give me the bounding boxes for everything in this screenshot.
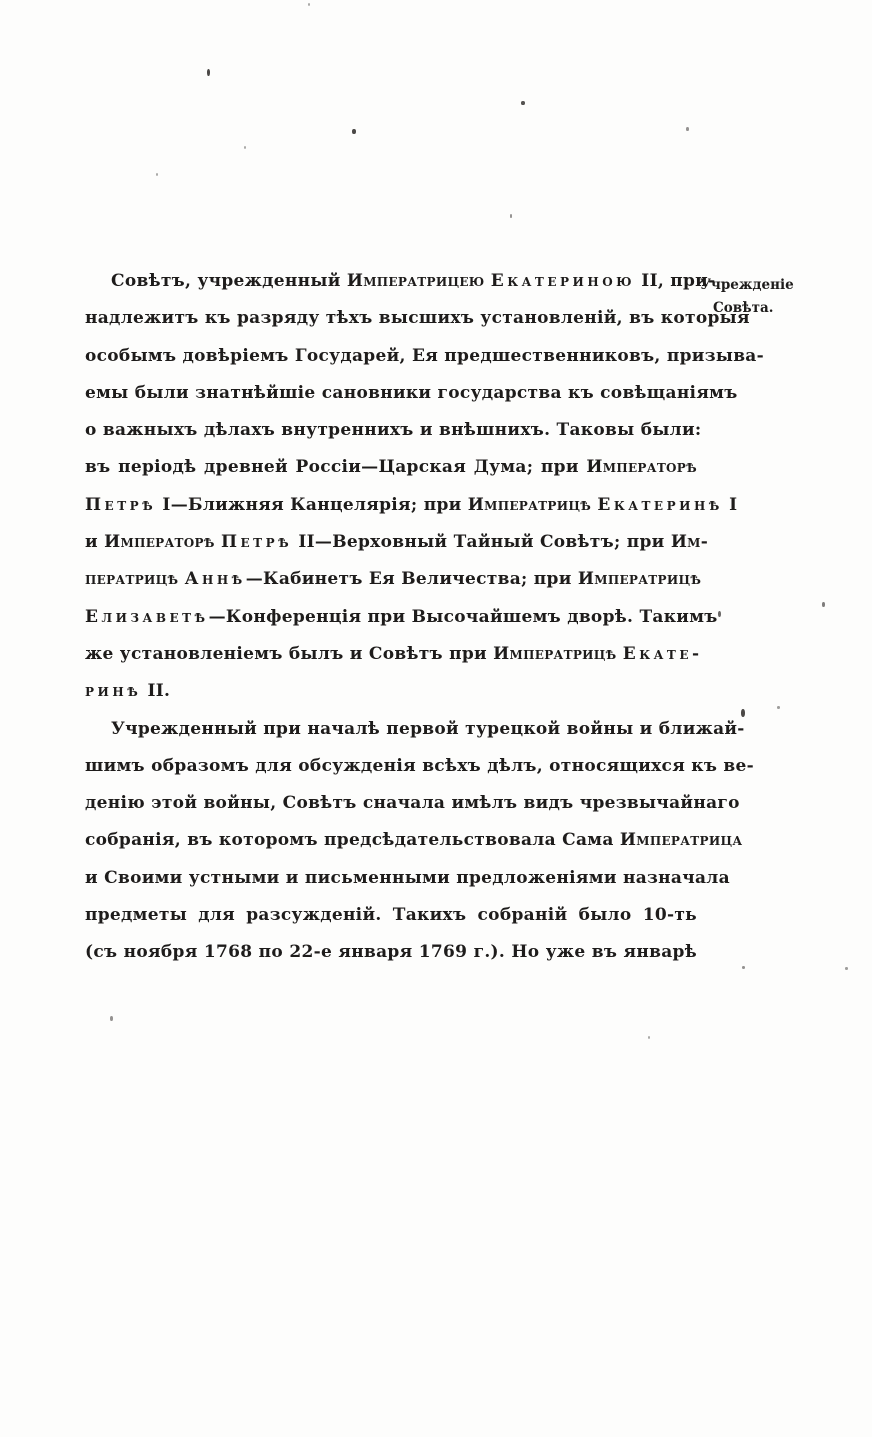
scan-speck <box>244 146 246 149</box>
scan-speck <box>777 706 780 709</box>
scan-speck <box>521 101 525 105</box>
text-run: —Кабинетъ Ея Величества; при <box>245 569 578 590</box>
text-run: II. <box>141 681 171 702</box>
text-line <box>85 897 697 934</box>
scan-speck <box>686 127 689 131</box>
margin-note-line: Совѣта. <box>713 300 774 316</box>
text-line <box>85 599 718 636</box>
scan-speck <box>741 709 745 717</box>
text-run: и Своими устными и письменными предложеніями назначала <box>85 867 730 888</box>
scan-speck <box>110 1016 113 1021</box>
text-run-smallcaps: Екате- <box>622 643 703 664</box>
text-line <box>85 263 716 300</box>
text-line <box>85 636 703 673</box>
text-line <box>85 711 745 748</box>
text-run: I—Ближняя Канцелярія; при <box>156 494 468 515</box>
text-line <box>85 487 738 524</box>
text-run: емы были знатнѣйшіе сановники государства къ совѣщаніямъ <box>85 382 738 403</box>
text-run: о важныхъ дѣлахъ внутреннихъ и внѣшнихъ. Таковы были: <box>85 420 702 441</box>
scan-speck <box>648 1036 650 1039</box>
text-run: въ періодѣ древней Россіи—Царская Дума; при <box>85 457 587 478</box>
scan-speck <box>510 214 512 218</box>
text-run-smallcaps: Петрѣ <box>220 532 293 553</box>
text-run-smallcaps: Императрица <box>619 830 743 851</box>
text-run-smallcaps: Императорѣ <box>104 532 215 553</box>
text-run-smallcaps: Аннѣ <box>184 569 246 590</box>
text-line <box>85 561 702 598</box>
text-line <box>85 860 730 897</box>
text-run-smallcaps: Елизаветѣ <box>85 606 209 627</box>
text-line <box>85 748 755 785</box>
scan-speck <box>718 611 721 617</box>
text-run: II—Верховный Тайный Совѣтъ; при <box>292 532 671 553</box>
text-run-smallcaps: Им- <box>670 532 709 553</box>
text-line <box>85 934 697 971</box>
text-line <box>85 449 697 486</box>
text-line <box>85 524 709 561</box>
text-run-smallcaps: Императрицѣ <box>467 494 592 515</box>
text-run-smallcaps: Петрѣ <box>85 494 157 515</box>
text-run: надлежитъ къ разряду тѣхъ высшихъ установленій, въ которыя <box>85 308 750 329</box>
text-line <box>85 338 764 375</box>
text-line <box>85 375 738 412</box>
text-run: I <box>722 494 738 515</box>
text-run-smallcaps: Екатериною <box>490 271 636 291</box>
text-run: II, при- <box>635 271 716 291</box>
margin-note-line: Учрежденіе <box>700 277 794 293</box>
scan-speck <box>822 602 825 607</box>
text-run-smallcaps: Императорѣ <box>586 457 697 478</box>
text-run-smallcaps: Екатеринѣ <box>597 494 723 515</box>
text-run-smallcaps: ринѣ <box>85 681 142 702</box>
text-run-smallcaps: Императрицѣ <box>577 569 702 590</box>
scan-speck <box>308 3 310 6</box>
text-run-smallcaps: Императрицѣ <box>493 643 617 664</box>
text-line <box>85 785 740 822</box>
text-run: и <box>85 532 105 553</box>
text-run: шимъ образомъ для обсужденія всѣхъ дѣлъ, относящихся къ ве- <box>85 755 755 776</box>
text-run-smallcaps: ператрицѣ <box>85 569 179 590</box>
scan-speck <box>742 966 745 969</box>
text-run: особымъ довѣріемъ Государей, Ея предшественниковъ, призыва- <box>85 345 764 366</box>
text-run: (съ ноября 1768 по 22-е января 1769 г.). Но уже въ январѣ <box>85 942 697 963</box>
text-run: собранія, въ которомъ предсѣдательствовала Сама <box>85 830 620 851</box>
text-run: —Конференція при Высочайшемъ дворѣ. Такимъ <box>208 606 718 627</box>
text-run: денію этой войны, Совѣтъ сначала имѣлъ видъ чрезвычайнаго <box>85 793 740 814</box>
scan-speck <box>207 69 210 76</box>
text-run: предметы для разсужденій. Такихъ собраній было 10-ть <box>85 905 697 926</box>
scan-speck <box>352 129 356 134</box>
scan-speck <box>845 967 848 970</box>
text-line <box>85 412 702 449</box>
text-run: же установленіемъ былъ и Совѣтъ при <box>85 643 494 664</box>
text-line <box>85 822 743 859</box>
text-run: Совѣтъ, учрежденный <box>111 271 347 291</box>
text-line <box>85 673 697 710</box>
scan-speck <box>156 173 158 176</box>
margin-note <box>700 274 815 320</box>
text-run: Учрежденный при началѣ первой турецкой войны и ближай- <box>111 718 745 739</box>
text-run-smallcaps: Императрицею <box>346 271 485 291</box>
